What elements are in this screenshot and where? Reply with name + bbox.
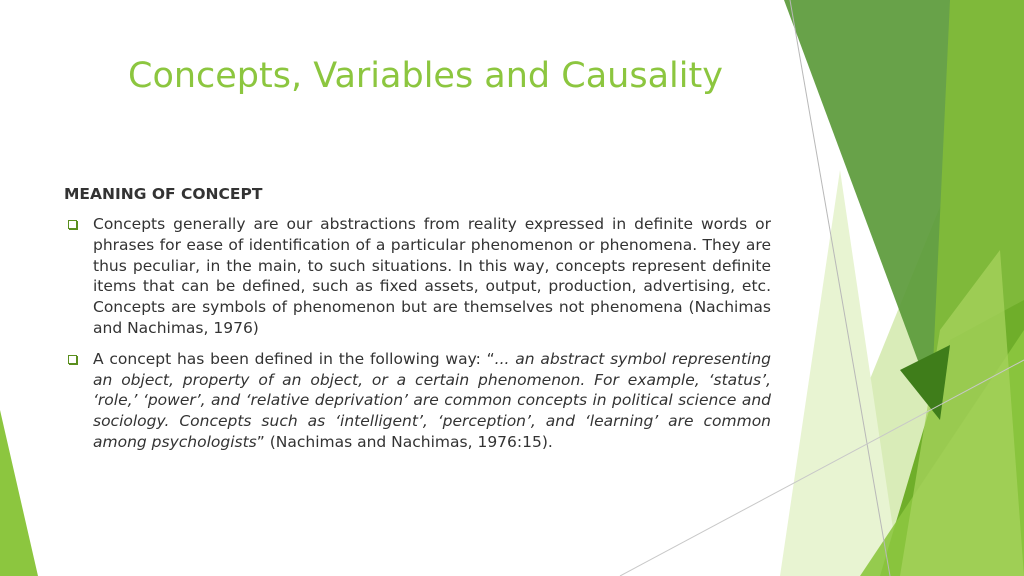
bullet-item-concepts-definition [64, 214, 771, 339]
checkbox-bullet-icon [68, 220, 77, 229]
bullet-text: Concepts generally are our abstractions from reality expressed in definite words or phrases for ease of identification of a particular phenomenon or phenomena. They are thus peculiar, in the main, to such situations. In this way, concepts represent definite items that can be defined, such as fixed assets, output, production, advertising, etc. Concepts are symbols of phenomenon but are themselves not phenomena (Nachimas and Nachimas, 1976) [93, 215, 771, 337]
slide-title: Concepts, Variables and Causality [128, 56, 723, 96]
bullet-list [64, 214, 771, 463]
left-edge-triangle [0, 410, 38, 576]
checkbox-bullet-icon [68, 355, 77, 364]
section-heading: MEANING OF CONCEPT [64, 185, 263, 203]
bullet-item-concept-quote [64, 349, 771, 453]
bullet-intro-text: A concept has been defined in the following way: “ [93, 349, 495, 368]
bullet-quote-text: ... an abstract symbol representing an object, property of an object, or a certain phenomenon. For example, ‘status’, ‘role,’ ‘power’, and ‘relative deprivation’ are common concepts in political science and sociology. Concepts such as ‘intelligent’, ‘perception’, and ‘learning’ are common among psychologists [93, 349, 771, 451]
bullet-citation-text: ” (Nachimas and Nachimas, 1976:15). [256, 432, 553, 451]
